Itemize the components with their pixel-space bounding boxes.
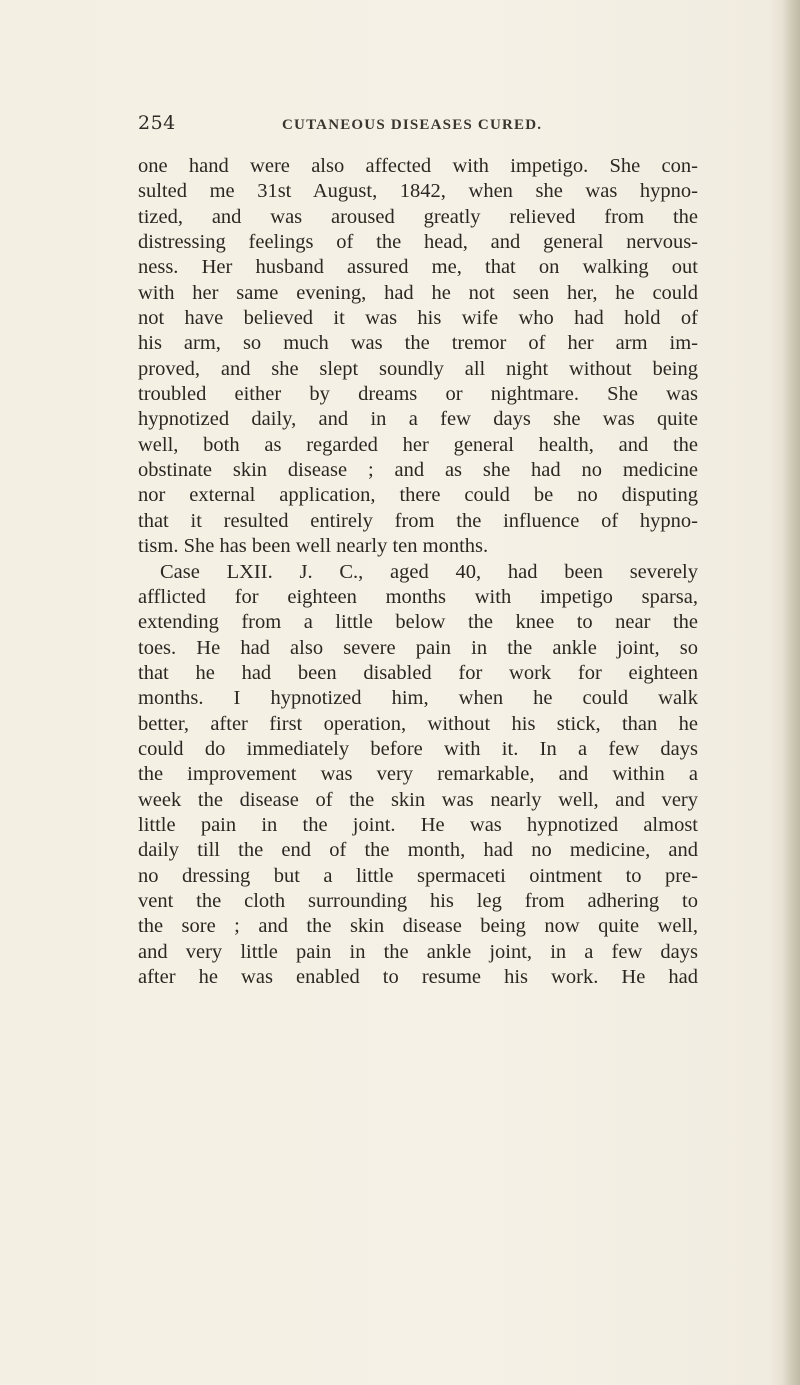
text-line: with her same evening, had he not seen her, he could	[138, 281, 698, 304]
text-line: the sore ; and the skin disease being now quite well,	[138, 915, 698, 938]
text-line: distressing feelings of the head, and general nervous-	[138, 231, 698, 254]
text-line: nor external application, there could be no disputing	[138, 484, 698, 507]
case-heading-line: Case LXII. J. C., aged 40, had been severely	[160, 560, 698, 583]
text-line: no dressing but a little spermaceti ointment to pre-	[138, 864, 698, 887]
text-line: little pain in the joint. He was hypnotized almost	[138, 813, 698, 836]
text-line: could do immediately before with it. In a few days	[138, 737, 698, 760]
running-head: CUTANEOUS DISEASES CURED.	[282, 117, 543, 133]
text-line: extending from a little below the knee to near the	[138, 611, 698, 634]
text-line: hypnotized daily, and in a few days she was quite	[138, 408, 698, 431]
text-line: months. I hypnotized him, when he could walk	[138, 687, 698, 710]
text-line: not have believed it was his wife who had hold of	[138, 307, 698, 330]
page-number: 254	[138, 112, 176, 134]
text-line: and very little pain in the ankle joint, in a few days	[138, 940, 698, 963]
text-line: after he was enabled to resume his work. He had	[138, 966, 698, 988]
text-line: vent the cloth surrounding his leg from adhering to	[138, 889, 698, 912]
text-line: sulted me 31st August, 1842, when she was hypno-	[138, 180, 698, 203]
text-line: daily till the end of the month, had no medicine, and	[138, 839, 698, 862]
text-line: the improvement was very remarkable, and within a	[138, 763, 698, 786]
page-edge-shadow	[782, 0, 800, 1385]
text-line: tized, and was aroused greatly relieved from the	[138, 205, 698, 228]
text-line: troubled either by dreams or nightmare. She was	[138, 383, 698, 406]
text-line: that it resulted entirely from the influence of hypno-	[138, 509, 698, 532]
text-line: one hand were also affected with impetigo. She con-	[138, 155, 698, 177]
text-line: ness. Her husband assured me, that on walking out	[138, 256, 698, 279]
text-line: afflicted for eighteen months with impetigo sparsa,	[138, 585, 698, 608]
text-line: his arm, so much was the tremor of her arm im-	[138, 332, 698, 355]
text-line: toes. He had also severe pain in the ankle joint, so	[138, 636, 698, 659]
text-line: well, both as regarded her general health, and the	[138, 433, 698, 456]
text-line: proved, and she slept soundly all night without being	[138, 357, 698, 380]
text-line: tism. She has been well nearly ten months.	[138, 535, 489, 558]
body-text	[138, 154, 698, 990]
text-line: obstinate skin disease ; and as she had no medicine	[138, 459, 698, 482]
text-line: that he had been disabled for work for eighteen	[138, 661, 698, 684]
text-line: better, after first operation, without his stick, than he	[138, 712, 698, 735]
text-line: week the disease of the skin was nearly well, and very	[138, 788, 698, 811]
page-header	[138, 112, 698, 142]
